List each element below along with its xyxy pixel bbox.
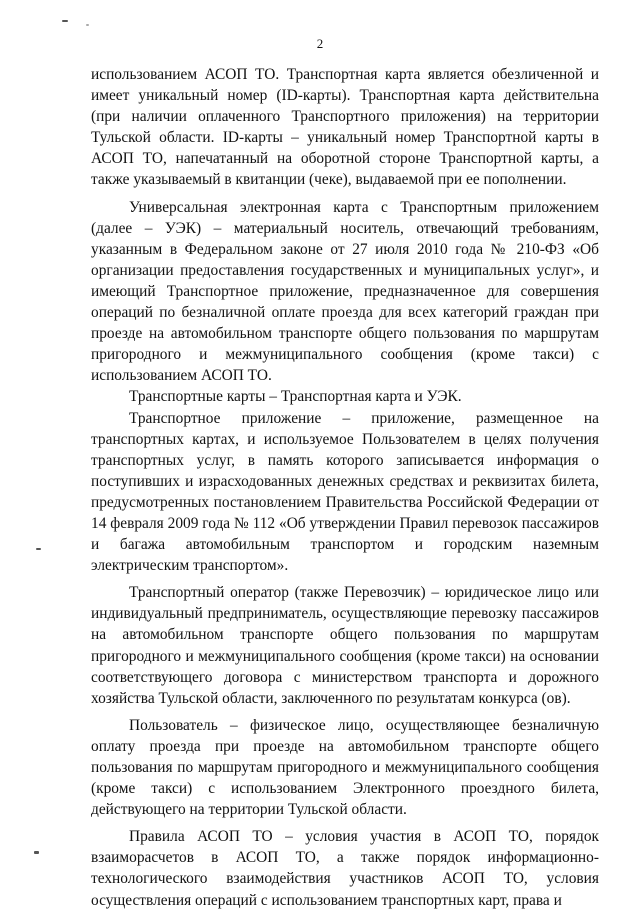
page-number: 2	[316, 36, 324, 51]
paragraph-uek-definition: Универсальная электронная карта с Транспортным приложением (далее – УЭК) – материальный носитель, отвечающий требованиям, указанным в Федеральном законе от 27 июля 2010 года № 210-ФЗ «Об организации предоставления государственных и муниципальных услуг», и имеющий Транспортное приложение, предназначенное для совершения операций по безналичной оплате проезда для всех категорий граждан при проезде на автомобильном транспорте общего пользования по маршрутам пригородного и межмуниципального сообщения (кроме такси) с использованием АСОП ТО.	[91, 198, 599, 385]
paragraph-asop-rules-definition: Правила АСОП ТО – условия участия в АСОП ТО, порядок взаиморасчетов в АСОП ТО, а также порядок информационно-технологического взаимодействия участников АСОП ТО, условия осуществления операций с использованием транспортных карт, права и	[91, 828, 599, 909]
scan-speck	[34, 851, 39, 854]
paragraph-transport-cards-definition: Транспортные карты – Транспортная карта и УЭК.	[129, 388, 462, 406]
paragraph-transport-card-continued: использованием АСОП ТО. Транспортная карта является обезличенной и имеет уникальный номер (ID-карты). Транспортная карта действительна (при наличии оплаченного Транспортного приложения) на территории Тульской области. ID-карты – уникальный номер Транспортной карты в АСОП ТО, напечатанный на оборотной стороне Транспортной карты, а также указываемый в квитанции (чеке), выдаваемой при ее пополнении.	[91, 66, 599, 189]
paragraph-user-definition: Пользователь – физическое лицо, осуществляющее безналичную оплату проезда при проезде на автомобильном транспорте общего пользования по маршрутам пригородного и межмуниципального сообщения (кроме такси) с использованием Электронного проездного билета, действующего на территории Тульской области.	[91, 716, 599, 819]
scan-speck	[36, 548, 41, 550]
scan-speck	[86, 24, 89, 26]
paragraph-transport-operator-definition: Транспортный оператор (также Перевозчик) – юридическое лицо или индивидуальный предприниматель, осуществляющие перевозку пассажиров на автомобильном транспорте общего пользования по маршрутам пригородного и межмуниципального сообщения (кроме такси) на основании соответствующего договора с министерством транспорта и дорожного хозяйства Тульской области, заключенного по результатам конкурса (ов).	[91, 584, 599, 707]
document-body	[91, 64, 599, 911]
paragraph-transport-application-definition: Транспортное приложение – приложение, размещенное на транспортных картах, и используемое Пользователем в целях получения транспортных услуг, в память которого записывается информация о поступивших и израсходованных денежных средствах и реквизитах билета, предусмотренных постановлением Правительства Российской Федерации от 14 февраля 2009 года № 112 «Об утверждении Правил перевозок пассажиров и багажа автомобильным транспортом и городским наземным электрическим транспортом».	[91, 409, 599, 575]
scan-speck	[62, 20, 68, 22]
